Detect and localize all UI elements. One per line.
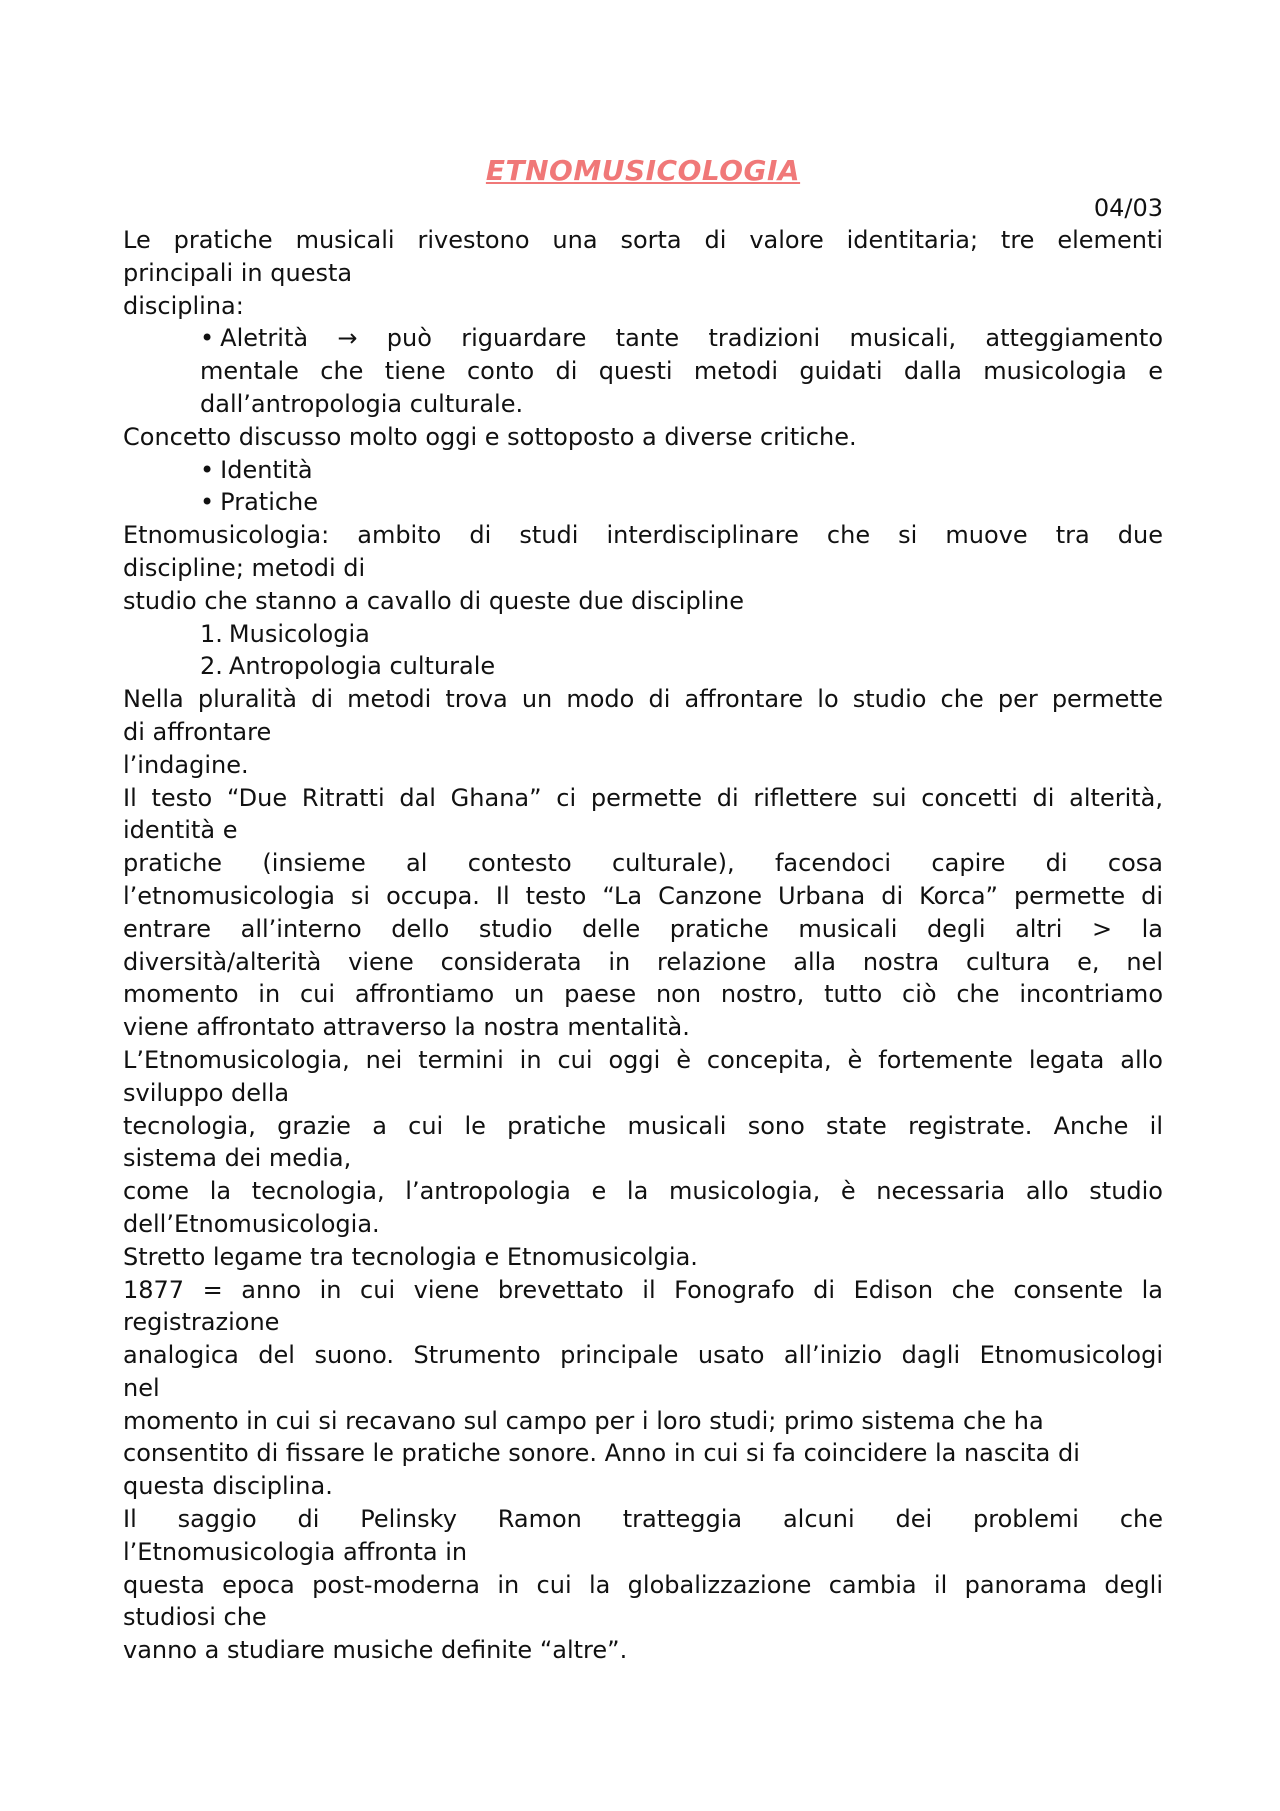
text-line: l’Etnomusicologia affronta in xyxy=(123,1537,468,1566)
numbered-item-musicologia xyxy=(123,618,1163,651)
document-body xyxy=(123,224,1163,1667)
text-line: diversità/alterità viene considerata in relazione alla nostra cultura e, nel xyxy=(123,947,1163,976)
text-line: questa epoca post-moderna in cui la globalizzazione cambia il panorama degli xyxy=(123,1570,1163,1599)
text-line: sviluppo della xyxy=(123,1078,290,1107)
text-line: identità e xyxy=(123,816,238,845)
text-line: di affrontare xyxy=(123,717,272,746)
text-line: registrazione xyxy=(123,1308,280,1337)
text-line: come la tecnologia, l’antropologia e la musicologia, è necessaria allo studio xyxy=(123,1177,1163,1206)
text-line: l’indagine. xyxy=(123,750,249,779)
text-line: nel xyxy=(123,1373,160,1402)
text-line: 1877 = anno in cui viene brevettato il Fonografo di Edison che consente la xyxy=(123,1275,1163,1304)
text-line: Le pratiche musicali rivestono una sorta di valore identitaria; tre elementi xyxy=(123,226,1163,254)
text-line: l’etnomusicologia si occupa. Il testo “La Canzone Urbana di Korca” permette di xyxy=(123,881,1163,910)
number-marker: 2. xyxy=(200,652,223,681)
text-line: Identità xyxy=(220,455,313,484)
text-line: questa disciplina. xyxy=(123,1472,333,1501)
text-line: Antropologia culturale xyxy=(228,652,496,681)
text-line: consentito di fissare le pratiche sonore. Anno in cui si fa coincidere la nascita di xyxy=(123,1439,1080,1468)
text-line: disciplina: xyxy=(123,291,244,320)
bullet-item-pratiche xyxy=(123,486,1163,519)
text-line: studiosi che xyxy=(123,1603,267,1632)
bullet-item-identita xyxy=(123,454,1163,487)
text-line: momento in cui affrontiamo un paese non nostro, tutto ciò che incontriamo xyxy=(123,980,1163,1009)
bullet-marker: • xyxy=(200,488,215,517)
text-line: Il testo “Due Ritratti dal Ghana” ci permette di riflettere sui concetti di alterità, xyxy=(123,783,1163,812)
text-line: Etnomusicologia: ambito di studi interdisciplinare che si muove tra due xyxy=(123,521,1163,550)
text-line: studio che stanno a cavallo di queste due discipline xyxy=(123,586,744,615)
document-date: 04/03 xyxy=(1093,194,1163,222)
text-line: Musicologia xyxy=(228,619,370,648)
text-line: momento in cui si recavano sul campo per i loro studi; primo sistema che ha xyxy=(123,1406,1044,1435)
text-line: tecnologia, grazie a cui le pratiche musicali sono state registrate. Anche il xyxy=(123,1111,1163,1140)
number-marker: 1. xyxy=(200,619,223,648)
text-line: Aletrità → può riguardare tante tradizioni musicali, atteggiamento xyxy=(220,324,1163,353)
bullet-item-continuation: dall’antropologia culturale. xyxy=(200,389,524,418)
text-line: analogica del suono. Strumento principale usato all’inizio dagli Etnomusicologi xyxy=(123,1341,1163,1370)
document-page xyxy=(123,0,1163,1811)
text-line: vanno a studiare musiche definite “altre”. xyxy=(123,1636,628,1665)
text-line: L’Etnomusicologia, nei termini in cui oggi è concepita, è fortemente legata allo xyxy=(123,1045,1163,1074)
bullet-item-aletrita xyxy=(123,322,1163,355)
bullet-marker: • xyxy=(200,324,215,353)
text-line: Il saggio di Pelinsky Ramon tratteggia alcuni dei problemi che xyxy=(123,1505,1163,1534)
text-line: Stretto legame tra tecnologia e Etnomusicolgia. xyxy=(123,1242,698,1271)
bullet-marker: • xyxy=(200,455,215,484)
bullet-item-continuation: mentale che tiene conto di questi metodi guidati dalla musicologia e xyxy=(200,357,1163,386)
text-line: pratiche (insieme al contesto culturale), facendoci capire di cosa xyxy=(123,849,1163,878)
text-line: viene affrontato attraverso la nostra mentalità. xyxy=(123,1013,690,1042)
text-line: Pratiche xyxy=(220,488,319,517)
text-line: discipline; metodi di xyxy=(123,553,366,582)
text-line: dell’Etnomusicologia. xyxy=(123,1209,380,1238)
text-line: entrare all’interno dello studio delle pratiche musicali degli altri > la xyxy=(123,914,1163,943)
text-line: principali in questa xyxy=(123,258,353,287)
text-line: Nella pluralità di metodi trova un modo di affrontare lo studio che per permette xyxy=(123,685,1163,714)
text-line: sistema dei media, xyxy=(123,1144,352,1173)
text-line: Concetto discusso molto oggi e sottoposto a diverse critiche. xyxy=(123,422,857,451)
numbered-item-antropologia xyxy=(123,650,1163,683)
document-title: ETNOMUSICOLOGIA xyxy=(485,154,801,187)
